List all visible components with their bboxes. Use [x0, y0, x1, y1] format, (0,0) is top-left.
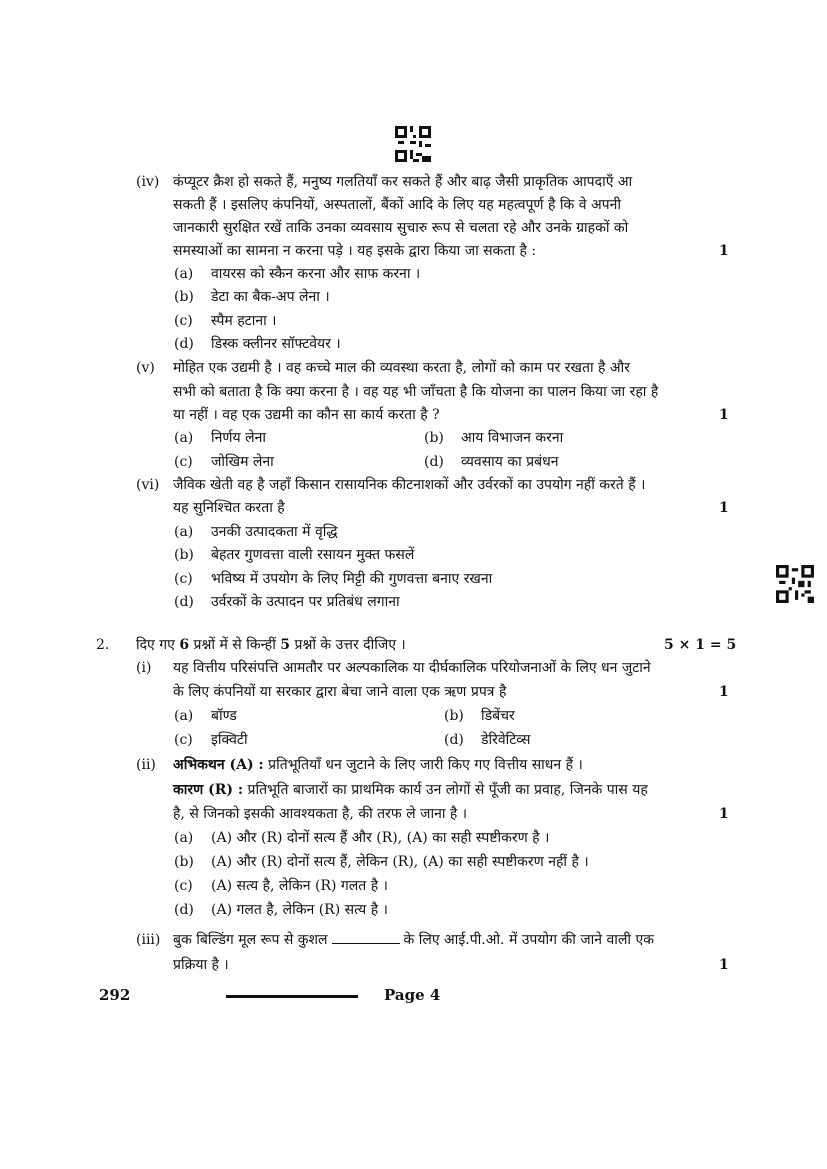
qr-code-top [395, 126, 431, 162]
instruction-post: प्रश्नों के उत्तर दीजिए । [290, 637, 406, 653]
question-v-line-1: मोहित एक उद्यमी है । वह कच्चे माल की व्यवस्था करता है, लोगों को काम पर रखता है और [173, 360, 630, 376]
question-number-vi: (vi) [136, 477, 160, 493]
question-v-line-3: या नहीं । वह एक उद्यमी का कौन सा कार्य करता है ? [173, 407, 440, 423]
option-text: डिस्क क्लीनर सॉफ्टवेयर । [211, 336, 341, 352]
option-label: (b) [174, 289, 194, 305]
question-number-iv: (iv) [136, 174, 160, 190]
question-number-2-ii: (ii) [136, 757, 156, 773]
question-2-iii-marks: 1 [719, 957, 729, 973]
option-label: (c) [174, 454, 193, 470]
instruction-five: 5 [280, 637, 291, 653]
option-label: (c) [174, 732, 193, 748]
option-text: उनकी उत्पादकता में वृद्धि [211, 524, 338, 540]
question-2-i-marks: 1 [719, 684, 729, 700]
question-v-line-2: सभी को बताता है कि क्या करना है । वह यह भी जाँचता है कि योजना का पालन किया जा रहा है [173, 384, 659, 400]
option-text: भविष्य में उपयोग के लिए मिट्टी की गुणवत्ता बनाए रखना [211, 571, 493, 587]
question-number-2-i: (i) [136, 660, 152, 676]
option-text: बेहतर गुणवत्ता वाली रसायन मुक्त फसलें [211, 547, 415, 563]
option-label: (d) [174, 594, 194, 610]
question-2-iii-line-1 [173, 930, 654, 950]
assertion-line [173, 755, 583, 775]
option-text: बॉण्ड [211, 708, 237, 724]
option-text: आय विभाजन करना [461, 430, 564, 446]
option-label: (a) [174, 266, 194, 282]
question-2-instruction [136, 635, 406, 655]
option-label: (b) [424, 430, 444, 446]
option-text: डेरिवेटिव्स [481, 732, 531, 748]
reason-line [173, 780, 648, 800]
option-text: इक्विटी [211, 732, 248, 748]
assertion-text: प्रतिभूतियाँ धन जुटाने के लिए जारी किए गए वित्तीय साधन हैं । [263, 757, 583, 773]
option-label: (d) [424, 454, 444, 470]
reason-text: प्रतिभूति बाजारों का प्राथमिक कार्य उन लोगों से पूँजी का प्रवाह, जिनके पास यह [243, 782, 648, 798]
question-number-2-iii: (iii) [136, 932, 161, 948]
option-text: डेटा का बैक-अप लेना । [211, 289, 330, 305]
question-2-iii-pre: बुक बिल्डिंग मूल रूप से कुशल [173, 932, 328, 948]
reason-line-2: है, से जिनको इसकी आवश्यकता है, की तरफ ले जाना है । [173, 806, 468, 822]
question-iv-line-1: कंप्यूटर क्रैश हो सकते हैं, मनुष्य गलतियाँ कर सकते हैं और बाढ़ जैसी प्राकृतिक आपदाएँ आ [173, 174, 633, 190]
option-label: (b) [174, 854, 194, 870]
question-2-i-line-1: यह वित्तीय परिसंपत्ति आमतौर पर अल्पकालिक या दीर्घकालिक परियोजनाओं के लिए धन जुटाने [173, 660, 651, 676]
option-text: (A) सत्य है, लेकिन (R) गलत है । [211, 878, 388, 894]
option-label: (c) [174, 571, 193, 587]
option-text: जोखिम लेना [211, 454, 274, 470]
option-label: (d) [174, 902, 194, 918]
option-label: (b) [174, 547, 194, 563]
option-label: (c) [174, 878, 193, 894]
question-v-marks: 1 [719, 407, 729, 423]
option-text: (A) और (R) दोनों सत्य हैं, लेकिन (R), (A) का सही स्पष्टीकरण नहीं है । [211, 854, 589, 870]
instruction-six: 6 [179, 637, 190, 653]
footer-rule [226, 995, 358, 998]
qr-code-side [776, 565, 814, 603]
assertion-label: अभिकथन (A) : [173, 757, 264, 773]
option-label: (d) [174, 336, 194, 352]
option-label: (c) [174, 313, 193, 329]
question-iv-line-2: सकती हैं । इसलिए कंपनियों, अस्पतालों, बैंकों आदि के लिए यह महत्वपूर्ण है कि वे अपनी [173, 197, 621, 213]
option-label: (a) [174, 524, 194, 540]
option-text: वायरस को स्कैन करना और साफ करना । [211, 266, 421, 282]
question-2-total-marks: 5 × 1 = 5 [664, 637, 737, 653]
question-2-ii-marks: 1 [719, 806, 729, 822]
paper-code: 292 [99, 986, 131, 1004]
option-label: (a) [174, 830, 194, 846]
question-vi-marks: 1 [719, 500, 729, 516]
question-iv-marks: 1 [719, 243, 729, 259]
option-label: (d) [444, 732, 464, 748]
page-number: Page 4 [384, 986, 441, 1004]
question-number-v: (v) [136, 360, 155, 376]
option-text: (A) गलत है, लेकिन (R) सत्य है । [211, 902, 388, 918]
option-label: (b) [444, 708, 464, 724]
option-text: उर्वरकों के उत्पादन पर प्रतिबंध लगाना [211, 594, 400, 610]
instruction-pre: दिए गए [136, 637, 180, 653]
instruction-mid: प्रश्नों में से किन्हीं [189, 637, 281, 653]
question-vi-line-1: जैविक खेती वह है जहाँ किसान रासायनिक कीटनाशकों और उर्वरकों का उपयोग नहीं करते हैं । [173, 477, 646, 493]
option-text: व्यवसाय का प्रबंधन [461, 454, 559, 470]
question-iv-line-3: जानकारी सुरक्षित रखें ताकि उनका व्यवसाय सुचारु रूप से चलता रहे और उनके ग्राहकों को [173, 220, 629, 236]
option-text: (A) और (R) दोनों सत्य हैं और (R), (A) का सही स्पष्टीकरण है । [211, 830, 550, 846]
option-text: स्पैम हटाना । [211, 313, 277, 329]
question-iv-line-4: समस्याओं का सामना न करना पड़े । यह इसके द्वारा किया जा सकता है : [173, 243, 537, 259]
question-2-iii-post: के लिए आई.पी.ओ. में उपयोग की जाने वाली एक [403, 932, 655, 948]
fill-in-blank [332, 931, 400, 944]
option-label: (a) [174, 708, 194, 724]
option-label: (a) [174, 430, 194, 446]
option-text: डिबेंचर [481, 708, 515, 724]
question-2-i-line-2: के लिए कंपनियों या सरकार द्वारा बेचा जाने वाला एक ऋण प्रपत्र है [173, 684, 507, 700]
question-number-2: 2. [96, 637, 110, 653]
reason-label: कारण (R) : [173, 782, 244, 798]
question-2-iii-line-2: प्रक्रिया है । [173, 957, 229, 973]
question-vi-line-2: यह सुनिश्चित करता है [173, 500, 285, 516]
option-text: निर्णय लेना [211, 430, 266, 446]
